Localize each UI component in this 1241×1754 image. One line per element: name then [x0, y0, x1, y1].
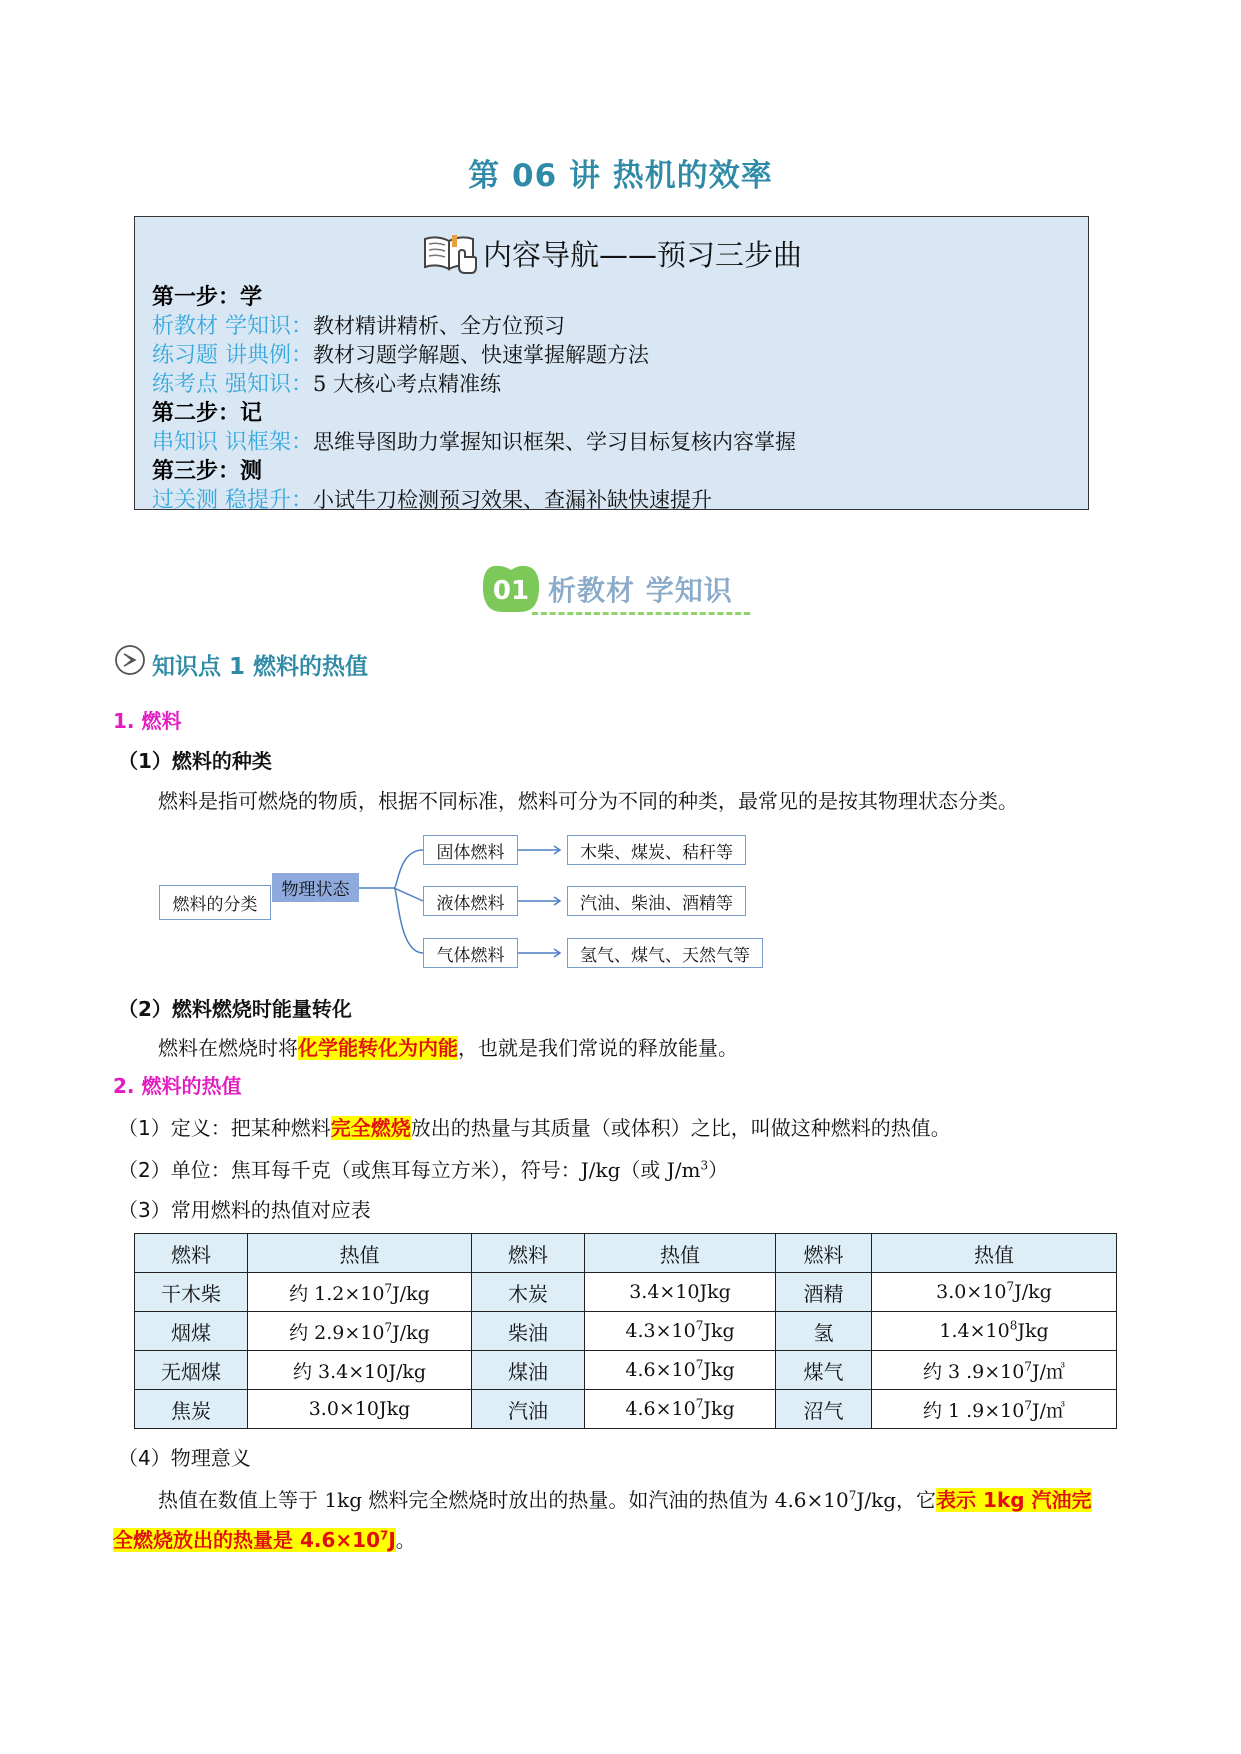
heat-value-cell: $4.6\times 10^7Jkg$ [585, 1351, 776, 1390]
nav-item: 析教材 学知识：教材精讲精析、全方位预习 [152, 314, 565, 339]
table-header-cell: 燃料 [472, 1234, 585, 1273]
heat-value-cell: 约 $1.2\times 10^7J/kg$ [248, 1273, 472, 1312]
heat-value-cell: 3.4×10Jkg [585, 1273, 776, 1312]
fuel-name-cell: 汽油 [472, 1390, 585, 1429]
diagram-root-box: 燃料的分类 [159, 885, 271, 920]
heat-value-cell: $4.6\times 10^7Jkg$ [585, 1390, 776, 1429]
section-title: 析教材 学知识 [548, 574, 733, 607]
definition-line: （1）定义：把某种燃料完全燃烧放出的热量与其质量（或体积）之比，叫做这种燃料的热值。 [118, 1116, 951, 1140]
table-header-cell: 热值 [585, 1234, 776, 1273]
heading-fuel: 1. 燃料 [113, 709, 182, 733]
table-header-cell: 热值 [248, 1234, 472, 1273]
diagram-type-box: 气体燃料 [423, 938, 518, 968]
fuel-name-cell: 氢 [776, 1312, 872, 1351]
table-header-cell: 热值 [872, 1234, 1117, 1273]
table-header-cell: 燃料 [135, 1234, 248, 1273]
heat-value-cell: $4.3\times 10^7Jkg$ [585, 1312, 776, 1351]
highlight-text: 表示 1kg 汽油完 [936, 1488, 1092, 1512]
diagram-example-box: 氢气、煤气、天然气等 [567, 938, 763, 968]
nav-step: 第二步：记 [152, 401, 263, 426]
heading-heat-value: 2. 燃料的热值 [113, 1074, 242, 1098]
highlight-text: 化学能转化为内能 [298, 1036, 458, 1060]
heat-value-table [134, 1233, 1117, 1429]
heat-value-cell: $1.4\times 10^8Jkg$ [872, 1312, 1117, 1351]
diagram-example-box: 汽油、柴油、酒精等 [567, 886, 746, 916]
fuel-name-cell: 煤气 [776, 1351, 872, 1390]
nav-item: 过关测 稳提升：小试牛刀检测预习效果、查漏补缺快速提升 [152, 488, 712, 513]
table-header-row [135, 1234, 1117, 1273]
diagram-example-box: 木柴、煤炭、秸秆等 [567, 835, 746, 865]
fuel-name-cell: 烟煤 [135, 1312, 248, 1351]
nav-step: 第一步：学 [152, 285, 263, 310]
heat-value-cell: 约 $2.9\times 10^7J/kg$ [248, 1312, 472, 1351]
fuel-name-cell: 木炭 [472, 1273, 585, 1312]
subheading-energy-conversion: （2）燃料燃烧时能量转化 [118, 997, 352, 1021]
section-number: 01 [492, 576, 530, 606]
nav-item: 练考点 强知识：5 大核心考点精准练 [152, 372, 502, 397]
fuel-name-cell: 煤油 [472, 1351, 585, 1390]
highlight-text: 全燃烧放出的热量是 $4.6\times 10^7J$ [113, 1528, 396, 1552]
subheading-fuel-types: （1）燃料的种类 [118, 749, 272, 773]
diagram-criterion-box: 物理状态 [272, 873, 359, 902]
table-caption: （3）常用燃料的热值对应表 [118, 1198, 371, 1222]
fuel-name-cell: 无烟煤 [135, 1351, 248, 1390]
paragraph-fuel-types: 燃料是指可燃烧的物质，根据不同标准，燃料可分为不同的种类，最常见的是按其物理状态分类。 [158, 789, 1018, 813]
unit-line: （2）单位：焦耳每千克（或焦耳每立方米），符号：J/kg（或 $J/m^3$） [118, 1158, 729, 1182]
diagram-type-box: 液体燃料 [423, 886, 518, 916]
heat-value-cell: $3.0\times 10^7J/kg$ [872, 1273, 1117, 1312]
fuel-name-cell: 干木柴 [135, 1273, 248, 1312]
knowledge-point-title: 知识点 1 燃料的热值 [152, 654, 369, 680]
table-row [135, 1312, 1117, 1351]
fuel-name-cell: 酒精 [776, 1273, 872, 1312]
physical-meaning-heading: （4）物理意义 [118, 1446, 251, 1470]
nav-item: 串知识 识框架：思维导图助力掌握知识框架、学习目标复核内容掌握 [152, 430, 796, 455]
table-row [135, 1390, 1117, 1429]
physical-meaning-paragraph-cont: 全燃烧放出的热量是 $4.6\times 10^7J$。 [113, 1528, 416, 1552]
table-header-cell: 燃料 [776, 1234, 872, 1273]
table-row [135, 1273, 1117, 1312]
fuel-name-cell: 柴油 [472, 1312, 585, 1351]
table-row [135, 1351, 1117, 1390]
fuel-name-cell: 焦炭 [135, 1390, 248, 1429]
fuel-name-cell: 沼气 [776, 1390, 872, 1429]
nav-item: 练习题 讲典例：教材习题学解题、快速掌握解题方法 [152, 343, 649, 368]
paragraph-energy-conversion: 燃料在燃烧时将化学能转化为内能，也就是我们常说的释放能量。 [158, 1036, 738, 1060]
heat-value-cell: 约 3 $.9\times 10^7J/㎥$ [872, 1351, 1117, 1390]
physical-meaning-paragraph: 热值在数值上等于 1kg 燃料完全燃烧时放出的热量。如汽油的热值为 $4.6\times 10^7J/kg$，它表示 1kg 汽油完 [158, 1488, 1092, 1512]
heat-value-cell: 约 3.4×10J/kg [248, 1351, 472, 1390]
heat-value-cell: 3.0×10Jkg [248, 1390, 472, 1429]
heat-value-cell: 约 1 $.9\times 10^7J/㎥$ [872, 1390, 1117, 1429]
nav-step: 第三步：测 [152, 459, 263, 484]
page-title: 第 06 讲 热机的效率 [468, 158, 773, 194]
nav-heading-text: 内容导航——预习三步曲 [482, 238, 802, 272]
highlight-text: 完全燃烧 [330, 1116, 411, 1140]
diagram-type-box: 固体燃料 [423, 835, 518, 865]
